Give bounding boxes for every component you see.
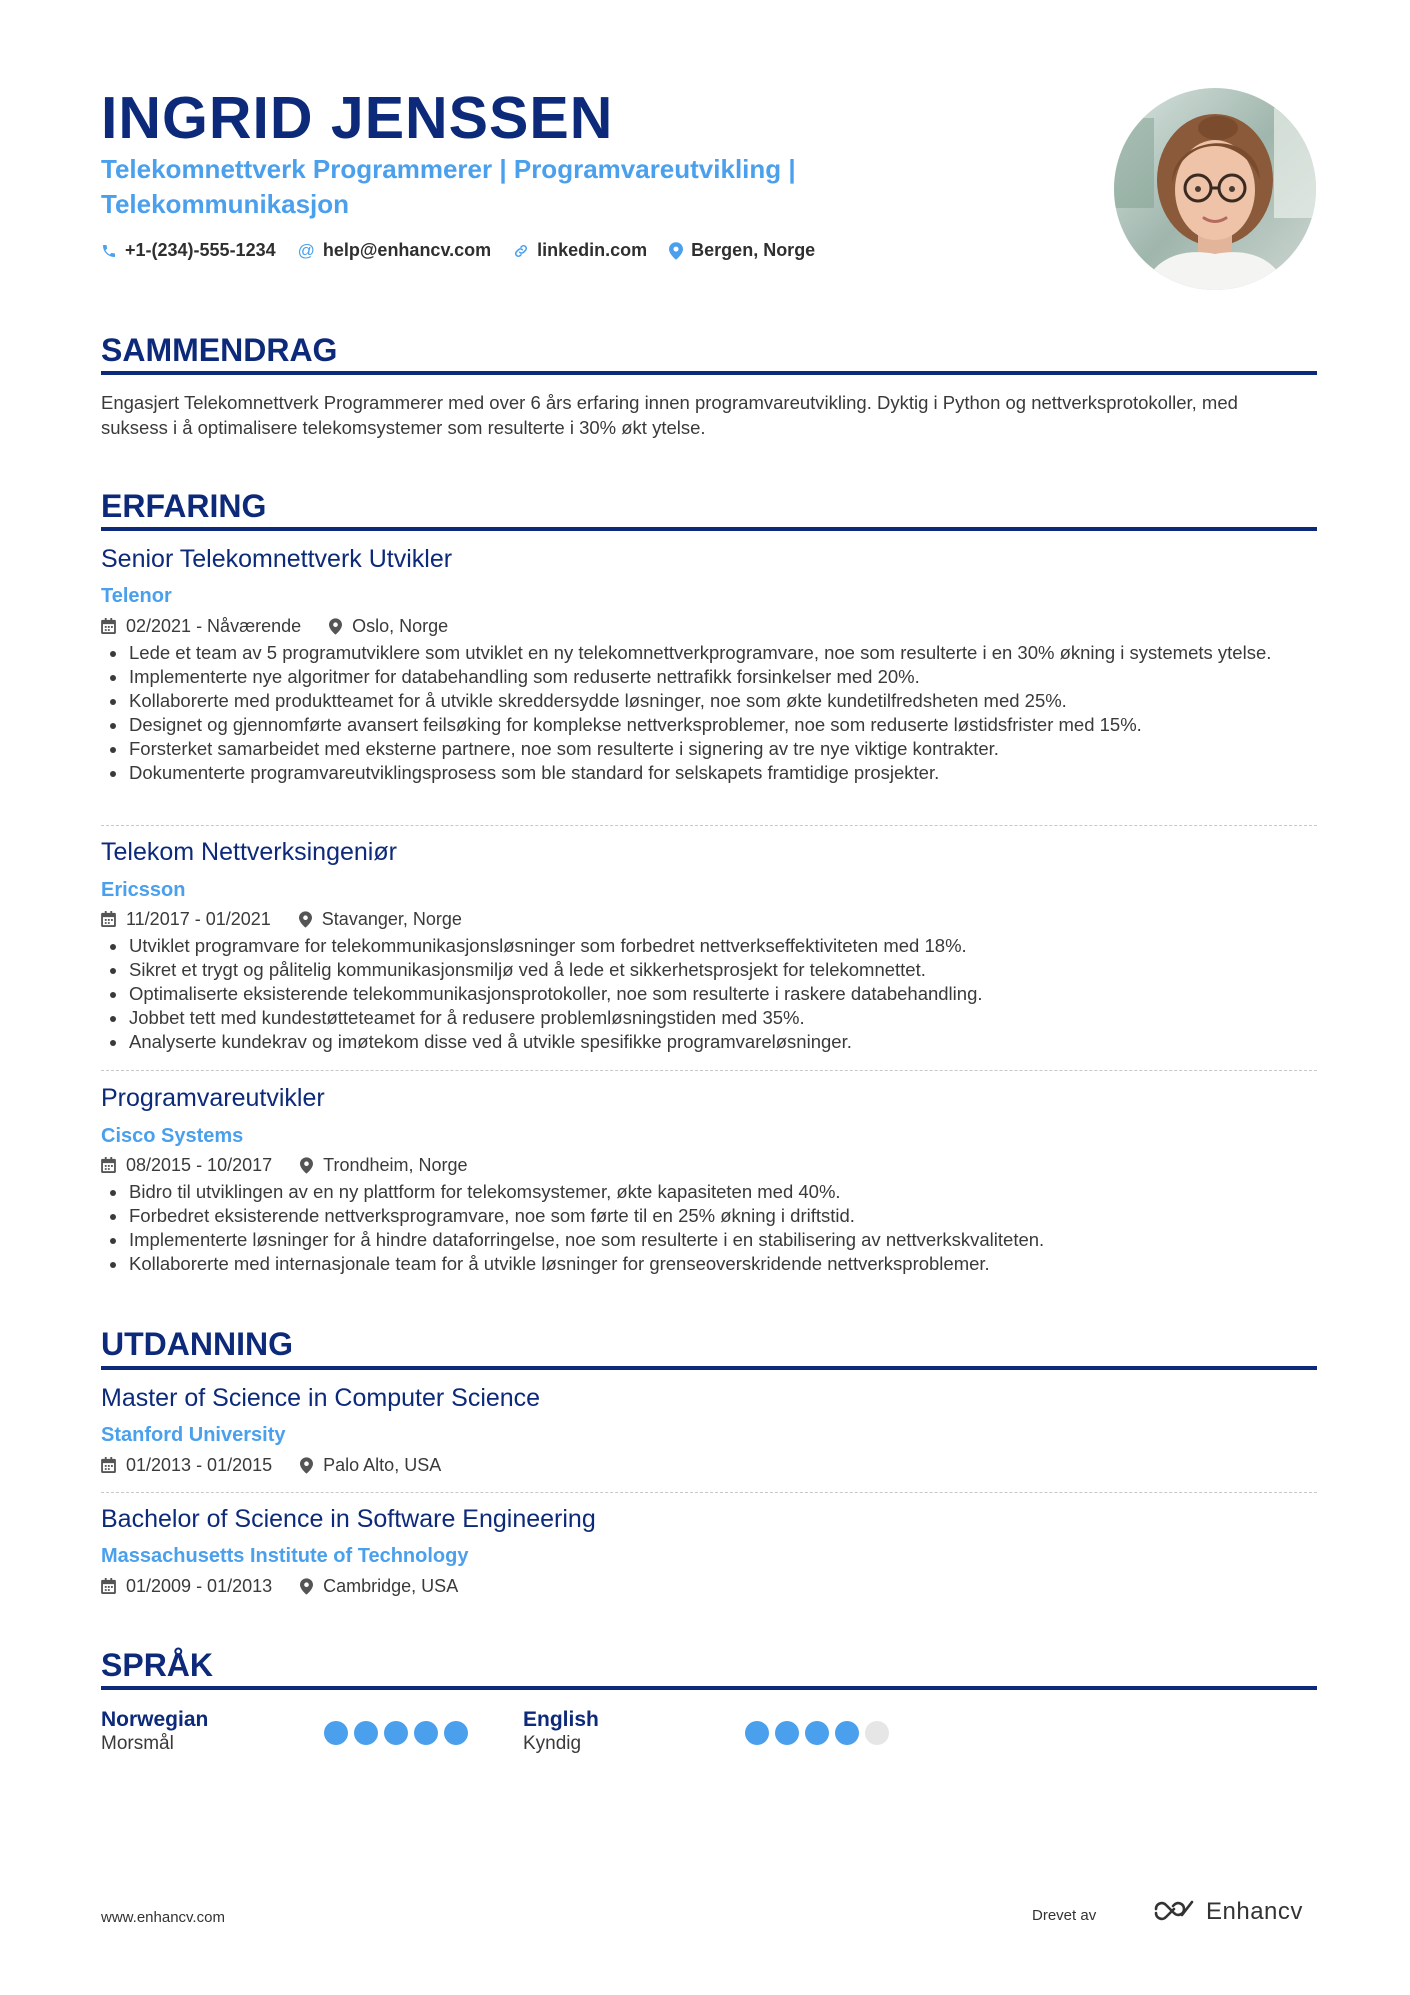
footer-brand: Enhancv [1206, 1897, 1303, 1925]
phone-icon [101, 243, 117, 259]
location-icon [300, 1157, 313, 1174]
bullet-item: Sikret et trygt og pålitelig kommunikasjonsmiljø ved å lede et sikkerhetsprosjekt for telekomnettet. [101, 958, 1301, 982]
education-location-text: Palo Alto, USA [323, 1455, 442, 1475]
rating-dot-filled [324, 1721, 348, 1745]
phone-text[interactable]: +1-(234)-555-1234 [125, 240, 276, 260]
location-icon [329, 618, 342, 635]
degree-title: Bachelor of Science in Software Engineering [101, 1505, 596, 1533]
experience-heading: ERFARING [101, 488, 267, 524]
contact-bar [101, 240, 815, 261]
language-name: Norwegian [101, 1708, 209, 1731]
job-dates-text: 11/2017 - 01/2021 [126, 909, 271, 929]
language-name: English [523, 1708, 599, 1731]
job-title: Programvareutvikler [101, 1084, 325, 1112]
email-text[interactable]: help@enhancv.com [322, 240, 492, 260]
job-meta [101, 614, 448, 638]
rating-dot-filled [775, 1721, 799, 1745]
job-bullets [101, 641, 1301, 785]
job-location-text: Oslo, Norge [352, 616, 449, 636]
rating-dot-filled [444, 1721, 468, 1745]
job-title: Telekom Nettverksingeniør [101, 838, 397, 866]
location-icon [300, 1578, 313, 1595]
enhancv-logo[interactable] [1152, 1897, 1303, 1926]
job-dates [101, 1153, 272, 1177]
job-divider [101, 1070, 1317, 1071]
link-icon [513, 243, 529, 259]
language-level: Morsmål [101, 1733, 174, 1754]
location-text: Bergen, Norge [691, 240, 816, 260]
footer-url[interactable]: www.enhancv.com [101, 1909, 225, 1926]
summary-rule [101, 371, 1317, 375]
job-location [329, 614, 448, 638]
job-bullets [101, 934, 1301, 1054]
bullet-item: Implementerte løsninger for å hindre dataforringelse, noe som resulterte i en stabilisering av nettverkskvaliteten. [101, 1228, 1301, 1252]
bullet-item: Designet og gjennomførte avansert feilsøking for komplekse nettverksproblemer, noe som reduserte løstidsfrister med 15%. [101, 713, 1301, 737]
job-dates [101, 907, 271, 931]
bullet-item: Analyserte kundekrav og imøtekom disse ved å utvikle spesifikke programvareløsninger. [101, 1030, 1301, 1054]
summary-text: Engasjert Telekomnettverk Programmerer med over 6 års erfaring innen programvareutvikling. Dyktig i Python og nettverksprotokoller, med suksess i å optimalisere telekomsystemer som resulterte i 30% økt ytelse. [101, 392, 1238, 438]
contact-location [669, 240, 815, 261]
contact-email [298, 240, 492, 261]
calendar-icon [101, 1578, 116, 1594]
education-location [300, 1453, 441, 1477]
languages-heading: SPRÅK [101, 1647, 214, 1683]
calendar-icon [101, 1157, 116, 1173]
bullet-item: Lede et team av 5 programutviklere som utviklet en ny telekomnettverkprogramvare, noe som resulterte i en 30% økning i systemets ytelse. [101, 641, 1301, 665]
location-icon [300, 1457, 313, 1474]
rating-dot-filled [835, 1721, 859, 1745]
job-company: Telenor [101, 585, 172, 607]
job-company: Ericsson [101, 879, 186, 901]
location-icon [299, 911, 312, 928]
job-location [300, 1153, 467, 1177]
bullet-item: Utviklet programvare for telekommunikasjonsløsninger som forbedret nettverkseffektiviteten med 18%. [101, 934, 1301, 958]
job-bullets [101, 1180, 1301, 1276]
bullet-item: Forsterket samarbeidet med eksterne partnere, noe som resulterte i signering av tre nye viktige kontrakter. [101, 737, 1301, 761]
rating-dot-filled [384, 1721, 408, 1745]
bullet-item: Bidro til utviklingen av en ny plattform for telekomsystemer, økte kapasiteten med 40%. [101, 1180, 1301, 1204]
contact-linkedin [513, 240, 647, 261]
education-heading: UTDANNING [101, 1326, 293, 1362]
job-divider [101, 825, 1317, 826]
location-icon [669, 242, 683, 260]
job-location [299, 907, 462, 931]
calendar-icon [101, 911, 116, 927]
school-name: Stanford University [101, 1424, 286, 1446]
education-location-text: Cambridge, USA [323, 1576, 459, 1596]
job-location-text: Trondheim, Norge [323, 1155, 468, 1175]
degree-title: Master of Science in Computer Science [101, 1384, 541, 1412]
job-dates-text: 02/2021 - Nåværende [126, 616, 302, 636]
job-title: Senior Telekomnettverk Utvikler [101, 545, 453, 573]
job-dates [101, 614, 301, 638]
education-location [300, 1574, 458, 1598]
bullet-item: Forbedret eksisterende nettverksprogramvare, noe som førte til en 25% økning i driftstid. [101, 1204, 1301, 1228]
education-dates-text: 01/2013 - 01/2015 [126, 1455, 273, 1475]
languages-rule [101, 1686, 1317, 1690]
language-rating [745, 1721, 889, 1745]
education-dates-text: 01/2009 - 01/2013 [126, 1576, 273, 1596]
candidate-headline: Telekomnettverk Programmerer | Programvareutvikling | Telekommunikasjon [101, 154, 796, 219]
linkedin-text[interactable]: linkedin.com [537, 240, 648, 260]
bullet-item: Implementerte nye algoritmer for databehandling som reduserte nettrafikk forsinkelser med 20%. [101, 665, 1301, 689]
education-dates [101, 1574, 272, 1598]
profile-photo [1114, 88, 1316, 290]
job-meta [101, 907, 462, 931]
at-icon: @ [297, 240, 315, 260]
job-location-text: Stavanger, Norge [321, 909, 462, 929]
infinity-icon [1152, 1897, 1198, 1926]
bullet-item: Kollaborerte med internasjonale team for å utvikle løsninger for grenseoverskridende nettverksproblemer. [101, 1252, 1301, 1276]
footer-powered-by: Drevet av [1032, 1907, 1097, 1924]
calendar-icon [101, 618, 116, 634]
job-meta [101, 1153, 468, 1177]
education-divider [101, 1492, 1317, 1493]
rating-dot-filled [745, 1721, 769, 1745]
rating-dot-filled [414, 1721, 438, 1745]
education-meta [101, 1453, 441, 1477]
rating-dot-filled [354, 1721, 378, 1745]
school-name: Massachusetts Institute of Technology [101, 1545, 469, 1567]
language-rating [324, 1721, 468, 1745]
bullet-item: Dokumenterte programvareutviklingsprosess som ble standard for selskapets framtidige prosjekter. [101, 761, 1301, 785]
contact-phone [101, 240, 276, 261]
experience-rule [101, 527, 1317, 531]
education-dates [101, 1453, 272, 1477]
rating-dot-filled [805, 1721, 829, 1745]
education-rule [101, 1366, 1317, 1370]
candidate-name: INGRID JENSSEN [101, 85, 614, 151]
language-level: Kyndig [523, 1733, 582, 1754]
calendar-icon [101, 1457, 116, 1473]
education-meta [101, 1574, 458, 1598]
bullet-item: Jobbet tett med kundestøtteteamet for å redusere problemløsningstiden med 35%. [101, 1006, 1301, 1030]
summary-heading: SAMMENDRAG [101, 332, 338, 368]
rating-dot-empty [865, 1721, 889, 1745]
job-dates-text: 08/2015 - 10/2017 [126, 1155, 273, 1175]
bullet-item: Optimaliserte eksisterende telekommunikasjonsprotokoller, noe som resulterte i raskere databehandling. [101, 982, 1301, 1006]
bullet-item: Kollaborerte med produktteamet for å utvikle skreddersydde løsninger, noe som økte kundetilfredsheten med 25%. [101, 689, 1301, 713]
job-company: Cisco Systems [101, 1125, 244, 1147]
